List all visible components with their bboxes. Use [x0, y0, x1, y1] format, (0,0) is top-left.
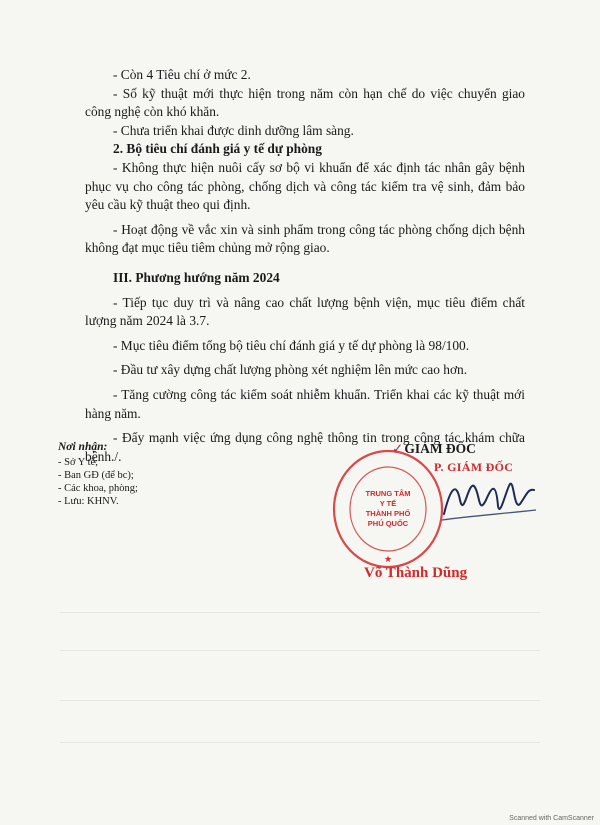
signature-sub-role: P. GIÁM ĐỐC: [434, 460, 514, 474]
paragraph: - Hoạt động về vắc xin và sinh phẩm trong công tác phòng chống dịch bệnh không đạt mục tiêu tiêm chủng mở rộng giao.: [85, 221, 525, 256]
recipient-item: - Lưu: KHNV.: [58, 496, 119, 507]
paragraph: - Số kỹ thuật mới thực hiện trong năm còn hạn chế do việc chuyển giao công nghệ còn khó khăn.: [85, 85, 525, 120]
paragraph: - Còn 4 Tiêu chí ở mức 2.: [113, 67, 251, 82]
svg-text:★: ★: [383, 555, 393, 565]
recipient-item: - Sở Y tế;: [58, 457, 99, 468]
paragraph: - Không thực hiện nuôi cấy sơ bộ vi khuẩn để xác định tác nhân gây bệnh phục vụ cho công tác phòng, chống dịch và công tác kiểm tra vệ sinh, đảm bảo yêu cầu kỹ thuật theo qui định.: [85, 159, 525, 213]
handwritten-signature: [440, 470, 540, 530]
scanner-watermark: Scanned with CamScanner: [509, 815, 594, 822]
recipients-title: Nơi nhận:: [58, 441, 108, 453]
check-mark-icon: ✓: [392, 441, 404, 457]
svg-text:PHÚ QUỐC: PHÚ QUỐC: [367, 519, 409, 528]
section-heading: III. Phương hướng năm 2024: [113, 269, 280, 285]
document-body: [85, 66, 525, 466]
recipients-block: [58, 441, 258, 508]
svg-text:Y TẾ: Y TẾ: [379, 499, 397, 508]
svg-text:THÀNH PHỐ: THÀNH PHỐ: [365, 509, 411, 518]
paragraph: - Chưa triển khai được dinh dưỡng lâm sàng.: [113, 122, 354, 138]
paragraph: - Đẩy mạnh việc ứng dụng công nghệ thông tin trong công tác khám chữa bệnh./.: [85, 430, 525, 464]
section-heading: 2. Bộ tiêu chí đánh giá y tế dự phòng: [113, 141, 322, 157]
recipient-item: - Ban GĐ (để bc);: [58, 470, 134, 481]
svg-text:TRUNG TÂM: TRUNG TÂM: [365, 489, 411, 498]
paragraph: - Đầu tư xây dựng chất lượng phòng xét nghiệm lên mức cao hơn.: [113, 362, 468, 378]
recipient-item: - Các khoa, phòng;: [58, 483, 138, 494]
signature-role: ✓GIÁM ĐỐC: [392, 441, 476, 457]
paragraph: - Tiếp tục duy trì và nâng cao chất lượng bệnh viện, mục tiêu điểm chất lượng năm 2024 là 3.7.: [85, 294, 525, 329]
paragraph: - Tăng cường công tác kiểm soát nhiễm khuẩn. Triển khai các kỹ thuật mới hàng năm.: [85, 386, 525, 421]
signer-name: Võ Thành Dũng: [364, 565, 468, 581]
paragraph: - Mục tiêu điểm tổng bộ tiêu chí đánh giá y tế dự phòng là 98/100.: [113, 337, 470, 353]
official-stamp: [328, 444, 448, 574]
